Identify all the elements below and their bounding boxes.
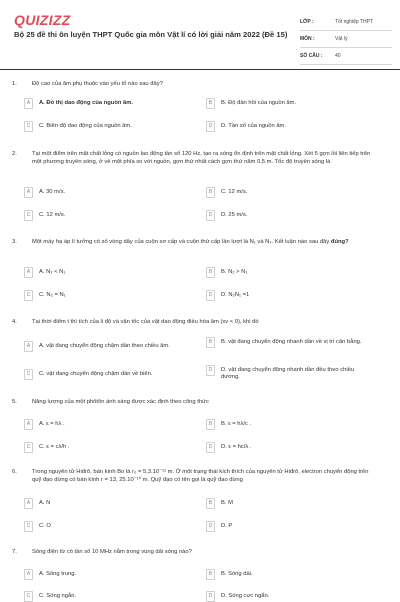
- option-d[interactable]: [206, 122, 374, 132]
- question-number: 6.: [12, 469, 17, 475]
- option-d[interactable]: [206, 211, 374, 221]
- question-3: [12, 238, 392, 246]
- question-number: 7.: [12, 549, 17, 555]
- option-letter: B: [206, 98, 215, 109]
- question-7: [12, 548, 392, 556]
- option-text: A. N: [39, 499, 51, 506]
- option-text: C. 12 m/s.: [221, 188, 248, 195]
- question-number: 5.: [12, 399, 17, 405]
- option-letter: A: [24, 98, 33, 109]
- option-c[interactable]: [24, 370, 192, 380]
- option-letter: B: [206, 569, 215, 580]
- question-text: Tại thời điểm t thì tích của li độ và vận tốc của vật dao động điều hòa âm (xv < 0), khi đó: [32, 319, 259, 325]
- option-letter: D: [206, 442, 215, 453]
- option-letter: A: [24, 267, 33, 278]
- option-letter: D: [206, 210, 215, 221]
- meta-value: Tốt nghiệp THPT: [335, 19, 373, 25]
- option-text: D. vật đang chuyển động nhanh dần đều theo chiều dương.: [221, 366, 355, 380]
- quizizz-logo: QUIZIZZ: [14, 12, 71, 28]
- option-letter: C: [24, 290, 33, 301]
- option-text: D. ε = hc/λ .: [221, 443, 252, 450]
- option-text: C. ε = cλ/h .: [39, 443, 70, 450]
- question-6: [12, 468, 392, 484]
- option-a[interactable]: [24, 420, 192, 430]
- option-b[interactable]: [206, 420, 374, 430]
- option-letter: B: [206, 419, 215, 430]
- option-letter: D: [206, 121, 215, 132]
- option-letter: C: [24, 442, 33, 453]
- header-divider: [0, 69, 400, 70]
- option-text: A. Đồ thị dao động của nguồn âm.: [39, 99, 134, 106]
- meta-row-class: [300, 14, 392, 31]
- option-d[interactable]: [206, 443, 374, 453]
- option-b[interactable]: [206, 338, 374, 348]
- option-letter: C: [24, 121, 33, 132]
- question-text: Trong nguyên tử Hiđrô, bán kính Bo là r₀ = 5,3.10⁻¹¹ m. Ở một trạng thái kích thích của nguyên tử Hiđrô, electron chuyển động trên quỹ đạo dừng có bán kính r = 13, 25.10⁻¹⁰ m. Quỹ đạo có tên gọi là quỹ đạo dừng: [32, 469, 369, 483]
- option-letter: A: [24, 498, 33, 509]
- option-letter: B: [206, 337, 215, 348]
- option-letter: C: [24, 210, 33, 221]
- question-1: [12, 80, 392, 88]
- option-d[interactable]: [206, 366, 374, 382]
- option-text: D. P: [221, 522, 233, 529]
- option-text: A. 30 m/s.: [39, 188, 66, 195]
- question-emphasis: đúng?: [330, 239, 349, 245]
- option-text: C. N₂ = N₁: [39, 291, 66, 298]
- option-text: C. vật đang chuyển động chậm dần về biên.: [39, 370, 153, 377]
- question-text: Tại một điểm trên mặt chất lỏng có nguồn lao động tần số 120 Hz, tạo ra sóng ổn định trên mặt chất lỏng. Xét 5 gợn lồi liên tiếp trên một phương truyền sóng, ở về một phía so với nguồn, gợn thứ nhất cách gợn thứ năm 0,5 m. Tốc độ truyền sóng là: [32, 151, 371, 165]
- option-a[interactable]: [24, 342, 192, 352]
- option-text: B. vật đang chuyển động nhanh dần về vị trí cân bằng.: [221, 338, 362, 345]
- option-letter: C: [24, 369, 33, 380]
- option-a[interactable]: [24, 570, 192, 580]
- option-d[interactable]: [206, 522, 374, 532]
- option-text: D. 25 m/s.: [221, 211, 248, 218]
- option-text: C. Biên độ dao động của nguồn âm.: [39, 122, 132, 129]
- option-letter: B: [206, 498, 215, 509]
- document-title: Bộ 25 đề thi ôn luyện THPT Quốc gia môn Vật lí có lời giải năm 2022 (Đề 15): [14, 30, 288, 39]
- option-b[interactable]: [206, 268, 374, 278]
- option-b[interactable]: [206, 499, 374, 509]
- option-letter: D: [206, 521, 215, 532]
- question-4: [12, 318, 392, 326]
- option-letter: A: [24, 569, 33, 580]
- option-c[interactable]: [24, 522, 192, 532]
- question-text: Độ cao của âm phụ thuộc vào yếu tố nào sau đây?: [32, 81, 163, 87]
- option-text: C. 12 m/s.: [39, 211, 66, 218]
- option-c[interactable]: [24, 122, 192, 132]
- meta-row-subject: [300, 31, 392, 48]
- option-letter: C: [24, 521, 33, 532]
- option-text: A. ε = hλ .: [39, 420, 65, 427]
- option-c[interactable]: [24, 211, 192, 221]
- option-text: C. Sóng ngắn.: [39, 592, 77, 599]
- worksheet-header: [0, 0, 400, 70]
- question-text: Năng lượng của một phôtôn ánh sáng được xác định theo công thức: [32, 399, 209, 405]
- option-text: C. O: [39, 522, 51, 529]
- option-a[interactable]: [24, 188, 192, 198]
- option-a[interactable]: [24, 99, 192, 109]
- option-text: D. Tần số của nguồn âm.: [221, 122, 286, 129]
- option-text: B. Sóng dài.: [221, 570, 253, 577]
- question-number: 3.: [12, 239, 17, 245]
- option-letter: D: [206, 591, 215, 602]
- question-number: 4.: [12, 319, 17, 325]
- meta-table: [300, 14, 392, 65]
- option-c[interactable]: [24, 592, 192, 602]
- option-text: D. Sóng cực ngắn.: [221, 592, 270, 599]
- meta-label: MÔN :: [300, 36, 315, 42]
- question-number: 2.: [12, 151, 17, 157]
- option-letter: C: [24, 591, 33, 602]
- meta-value: Vật lý: [335, 36, 348, 42]
- question-text: Một máy hạ áp lí tưởng có số vòng dây của cuộn sơ cấp và cuộn thứ cấp lần lượt là N₁ và N₂. Kết luận nào sau đây: [32, 239, 330, 245]
- option-letter: A: [24, 187, 33, 198]
- option-text: B. Độ đàn hồi của nguồn âm.: [221, 99, 297, 106]
- question-2: [12, 150, 392, 166]
- option-b[interactable]: [206, 99, 374, 109]
- option-d[interactable]: [206, 291, 374, 301]
- option-text: B. ε = hλ/c .: [221, 420, 252, 427]
- option-b[interactable]: [206, 570, 374, 580]
- question-number: 1.: [12, 81, 17, 87]
- option-text: B. M: [221, 499, 233, 506]
- question-text: Sóng điện từ có tần số 10 MHz nằm trong vùng dải sóng nào?: [32, 549, 192, 555]
- option-a[interactable]: [24, 499, 192, 509]
- meta-value: 40: [335, 53, 341, 59]
- meta-label: SỐ CÂU :: [300, 53, 323, 59]
- option-c[interactable]: [24, 443, 192, 453]
- option-b[interactable]: [206, 188, 374, 198]
- option-letter: D: [206, 365, 215, 376]
- meta-row-count: [300, 48, 392, 65]
- option-c[interactable]: [24, 291, 192, 301]
- option-letter: D: [206, 290, 215, 301]
- option-text: B. N₂ > N₁: [221, 268, 248, 275]
- option-text: A. N₂ < N₁: [39, 268, 66, 275]
- option-d[interactable]: [206, 592, 374, 602]
- option-text: A. vật đang chuyển động chậm dần theo chiều âm.: [39, 342, 170, 349]
- meta-label: LỚP :: [300, 19, 314, 25]
- option-letter: B: [206, 187, 215, 198]
- question-5: [12, 398, 392, 406]
- option-text: D. N₂N₁ =1: [221, 291, 250, 298]
- option-letter: A: [24, 419, 33, 430]
- option-letter: B: [206, 267, 215, 278]
- option-letter: A: [24, 341, 33, 352]
- option-text: A. Sóng trung.: [39, 570, 77, 577]
- option-a[interactable]: [24, 268, 192, 278]
